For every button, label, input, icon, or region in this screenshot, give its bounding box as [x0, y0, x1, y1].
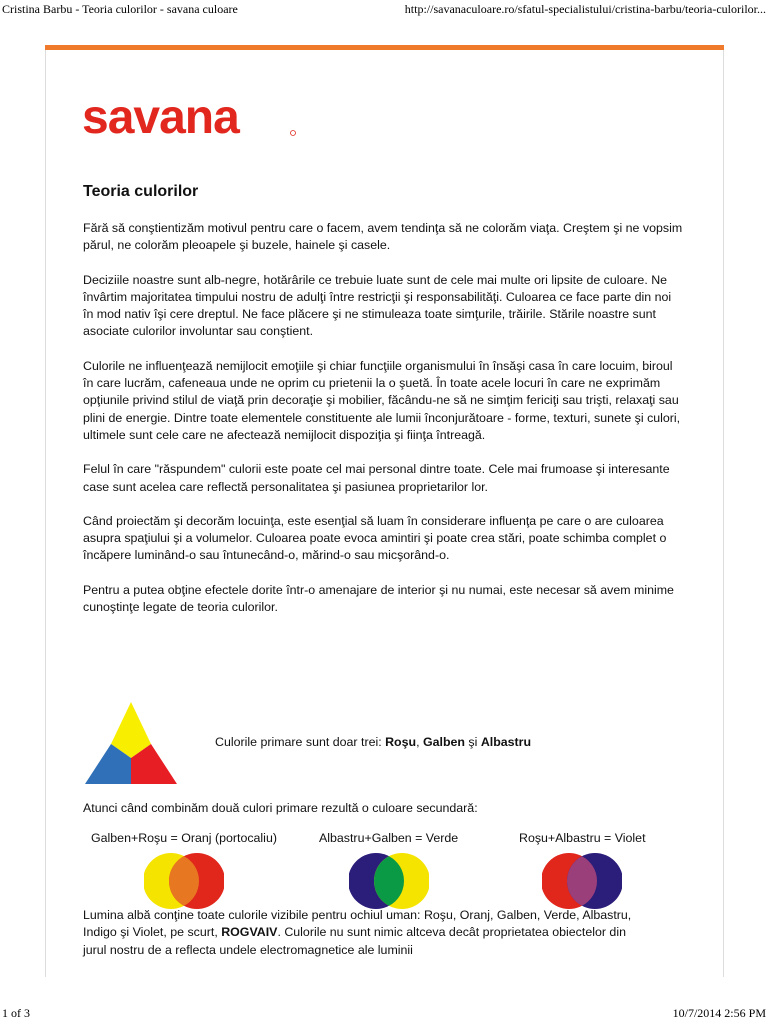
- combo-orange: [91, 831, 277, 913]
- combo-violet: [519, 831, 646, 913]
- primary-red: Roşu: [385, 735, 417, 749]
- combo-green: [319, 831, 458, 913]
- paragraph-1: Fără să conştientizăm motivul pentru care o facem, avem tendinţa să ne colorăm viaţa. Creştem şi ne vopsim părul, ne colorăm pleoapele şi buzele, hainele şi casele.: [83, 221, 683, 253]
- rogvaiv-acronym: ROGVAIV: [221, 925, 278, 940]
- combo-label: Roşu+Albastru = Violet: [519, 831, 646, 845]
- article-body: [83, 182, 683, 633]
- article-page: [45, 45, 724, 977]
- savana-logo[interactable]: [82, 95, 302, 150]
- primary-yellow: Galben: [422, 735, 465, 749]
- article-title: Teoria culorilor: [83, 183, 199, 200]
- print-page-url: http://savanaculoare.ro/sfatul-specialistului/cristina-barbu/teoria-culorilor...: [404, 2, 766, 16]
- combo-label: Albastru+Galben = Verde: [319, 831, 459, 845]
- print-page-title: Cristina Barbu - Teoria culorilor - savana culoare: [2, 2, 238, 16]
- secondary-intro: Atunci când combinăm două culori primare rezultă o culoare secundară:: [83, 801, 478, 815]
- browser-footer: [0, 1004, 768, 1024]
- logo-wordmark: savana: [82, 95, 239, 144]
- paragraph-6: Pentru a putea obţine efectele dorite într-o amenajare de interior şi nu numai, este necesar să avem minime cunoştinţe legate de teoria culorilor.: [83, 582, 674, 615]
- primary-colors-text: Culorile primare sunt doar trei: Roşu, Galben şi Albastru: [215, 735, 532, 749]
- accent-bar: [45, 45, 724, 50]
- print-timestamp: 10/7/2014 2:56 PM: [672, 1006, 766, 1020]
- primary-colors-triangle: [83, 700, 179, 786]
- page-counter: 1 of 3: [2, 1006, 30, 1020]
- venn-violet-icon: [542, 849, 622, 913]
- primary-blue: Albastru: [480, 735, 532, 749]
- venn-green-icon: [349, 849, 429, 913]
- light-paragraph: Lumina albă conţine toate culorile vizibile pentru ochiul uman: Roşu, Oranj, Galben, Verde, Albastru, Indigo şi Violet, pe scurt, ROGVAIV. Culorile nu sunt nimic altceva decât proprietatea obiectelor din jurul nostru de a reflecta undele electromagnetice ale luminii: [83, 908, 632, 957]
- browser-header: [0, 0, 768, 20]
- paragraph-3: Culorile ne influenţează nemijlocit emoţiile şi chiar funcţiile organismului în însăşi casa în care locuim, biroul în care lucrăm, cafeneaua unde ne oprim cu prietenii la o şuetă. În toate acele locuri în care ne exprimăm opţiunile privind stilul de viaţă prin decoraţie şi mobilier, făcându-ne să ne simţim fericiţi sau trişti, relaxaţi sau plini de energie. Dintre toate elementele constituente ale lumii înconjurătoare - forme, texturi, sunete şi culori, ultimele sunt cele care ne afectează nemijlocit dispoziţia şi fiinţa întreagă.: [83, 358, 681, 442]
- paragraph-5: Când proiectăm şi decorăm locuinţa, este esenţial să luam în considerare influenţa pe care o are culoarea asupra spaţiului şi a volumelor. Culoarea poate evoca amintiri şi poate crea stări, poate schimba complet o încăpere luminând-o sau întunecând-o, mărind-o sau micşorând-o.: [83, 513, 667, 563]
- venn-orange-icon: [144, 849, 224, 913]
- combo-label: Galben+Roşu = Oranj (portocaliu): [91, 831, 277, 845]
- primary-colors-section: [83, 700, 683, 786]
- paragraph-4: Felul în care "răspundem" culorii este poate cel mai personal dintre toate. Cele mai frumoase şi interesante case sunt acelea care reflectă personalitatea şi pasiunea proprietarilor lor.: [83, 462, 670, 494]
- paragraph-2: Deciziile noastre sunt alb-negre, hotărârile ce trebuie luate sunt de cele mai multe ori lipsite de culoare. Ne învârtim majoritatea timpului nostru de adulţi între restricţii şi responsabilităţi. Culoarea ce face parte din noi în mod nativ îşi cere dreptul. Ne face plăcere şi ne stimuleaza toate simţurile, trăirile. Stările noastre sunt asociate culorilor involuntar sau conştient.: [83, 272, 672, 339]
- color-combinations: [83, 831, 683, 901]
